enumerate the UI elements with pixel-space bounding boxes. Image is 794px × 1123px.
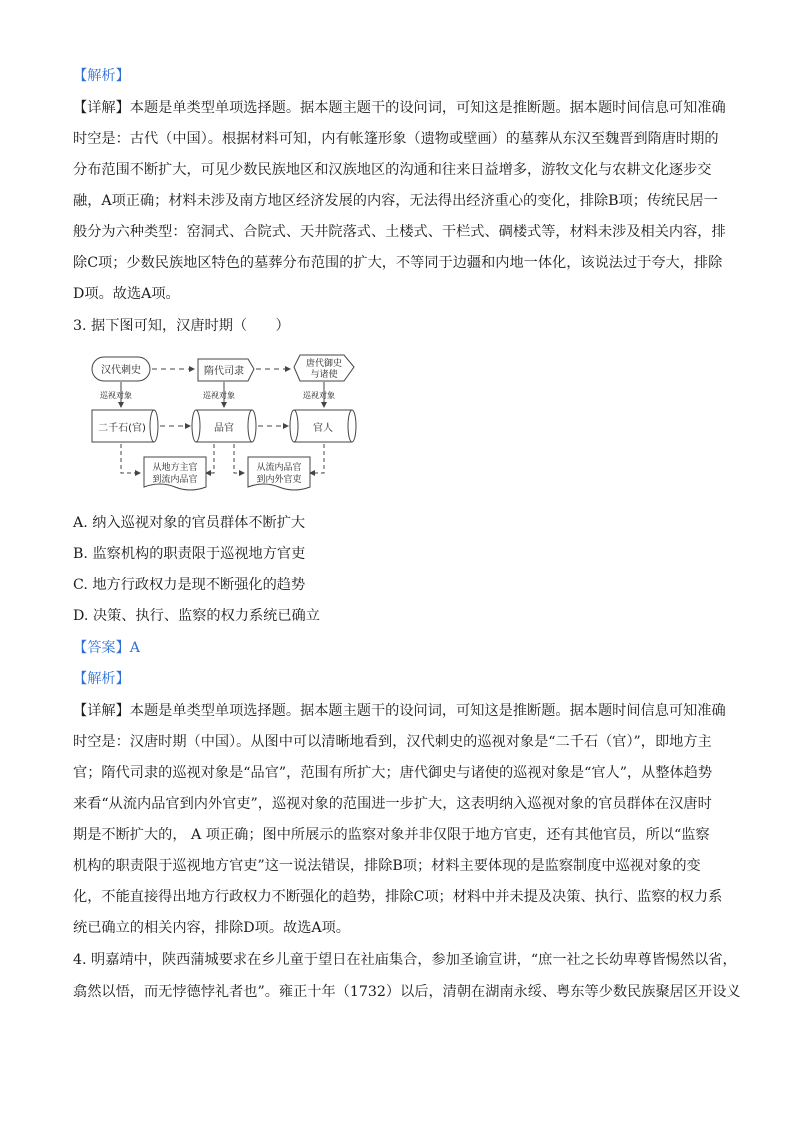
question-4-stem: 翕然以悟，而无悖德悖礼者也”。雍正十年（1732）以后，清朝在湖南永绥、粤东等少数民族聚居区开设义 xyxy=(73,984,741,1000)
q2-analysis-line: 除C项；少数民族地区特色的墓葬分布范围的扩大，不等同于边疆和内地一体化，该说法过于夸大，排除 xyxy=(73,255,723,271)
q3-analysis-line: 统已确立的相关内容，排除D项。故选A项。 xyxy=(73,920,350,936)
option-d: D. 决策、执行、监察的权力系统已确立 xyxy=(73,608,320,624)
node-label: 二千石(官) xyxy=(98,423,146,434)
question-3-stem: 3. 据下图可知，汉唐时期（ ） xyxy=(73,318,290,334)
option-c: C. 地方行政权力是现不断强化的趋势 xyxy=(73,577,306,593)
node-range-1 xyxy=(144,457,206,490)
q3-analysis-line: 期是不断扩大的， A 项正确；图中所展示的监察对象并非仅限于地方官吏，还有其他官员，所以“监察 xyxy=(73,827,710,843)
node-label: 汉代刺史 xyxy=(101,365,141,376)
q3-analysis-line: 【详解】本题是单类型单项选择题。据本题主题干的设问词，可知这是推断题。据本题时间信息可知准确 xyxy=(73,703,726,719)
option-b: B. 监察机构的职责限于巡视地方官吏 xyxy=(73,546,306,562)
arrow-connector xyxy=(121,444,140,473)
q2-analysis-line: 分布范围不断扩大，可见少数民族地区和汉族地区的沟通和往来日益增多，游牧文化与农耕文化逐步交 xyxy=(73,162,712,178)
node-erqianshi xyxy=(92,410,158,442)
section-header-analysis: 【解析】 xyxy=(73,671,130,687)
arrow-connector xyxy=(310,444,324,473)
node-label: 隋代司隶 xyxy=(204,366,244,377)
arrow-connector xyxy=(206,444,214,473)
node-label: 官人 xyxy=(313,423,333,434)
node-label: 从地方主官 xyxy=(152,463,198,473)
option-a: A. 纳入巡视对象的官员群体不断扩大 xyxy=(73,515,306,531)
node-guanren xyxy=(290,410,356,442)
edge-label: 巡视对象 xyxy=(203,391,235,400)
node-tang-yushi xyxy=(294,355,354,381)
supervision-diagram xyxy=(88,345,373,500)
q2-analysis-line: D项。故选A项。 xyxy=(73,286,180,302)
answer-label: 【答案】A xyxy=(73,640,140,656)
q3-analysis-line: 来看“从流内品官到内外官吏”，巡视对象的范围进一步扩大，这表明纳入巡视对象的官员群体在汉唐时 xyxy=(73,796,712,812)
node-pinguan xyxy=(192,410,256,442)
q2-analysis-line: 时空是：古代（中国）。根据材料可知，内有帐篷形象（遗物或壁画）的墓葬从东汉至魏晋到隋唐时期的 xyxy=(73,131,719,147)
node-label: 与诸使 xyxy=(310,370,338,380)
node-label: 从流内品官 xyxy=(256,463,302,473)
q3-analysis-line: 官；隋代司隶的巡视对象是“品官”，范围有所扩大；唐代御史与诸使的巡视对象是“官人”，从整体趋势 xyxy=(73,765,713,781)
node-label: 唐代御史 xyxy=(305,359,343,369)
section-header-analysis: 【解析】 xyxy=(73,68,130,84)
node-sui-sili xyxy=(198,359,254,381)
node-label: 到流内品官 xyxy=(152,475,198,485)
edge-label: 巡视对象 xyxy=(303,391,335,400)
node-label: 品官 xyxy=(214,423,234,434)
edge-label: 巡视对象 xyxy=(100,391,132,400)
q2-analysis-line: 般分为六种类型：窑洞式、合院式、天井院落式、土楼式、干栏式、碉楼式等，材料未涉及相关内容，排 xyxy=(73,224,726,240)
q3-analysis-line: 机构的职责限于巡视地方官吏”这一说法错误，排除B项；材料主要体现的是监察制度中巡视对象的变 xyxy=(73,858,701,874)
arrow-connector xyxy=(234,444,244,473)
question-4-stem: 4. 明嘉靖中，陕西蒲城要求在乡儿童于望日在社庙集合，参加圣谕宣讲，“庶一社之长幼卑尊皆惕然以省， xyxy=(73,952,737,968)
q2-analysis-line: 融，A项正确；材料未涉及南方地区经济发展的内容，无法得出经济重心的变化，排除B项；传统民居一 xyxy=(73,193,718,209)
q2-analysis-line: 【详解】本题是单类型单项选择题。据本题主题干的设问词，可知这是推断题。据本题时间信息可知准确 xyxy=(73,100,726,116)
q3-analysis-line: 时空是：汉唐时期（中国）。从图中可以清晰地看到，汉代刺史的巡视对象是“二千石（官）”，即地方主 xyxy=(73,734,712,750)
node-han-cishi xyxy=(92,357,150,381)
node-range-2 xyxy=(248,457,310,490)
q3-analysis-line: 化，不能直接得出地方行政权力不断强化的趋势，排除C项；材料中并未提及决策、执行、监察的权力系 xyxy=(73,889,723,905)
node-label: 到内外官吏 xyxy=(256,475,302,485)
